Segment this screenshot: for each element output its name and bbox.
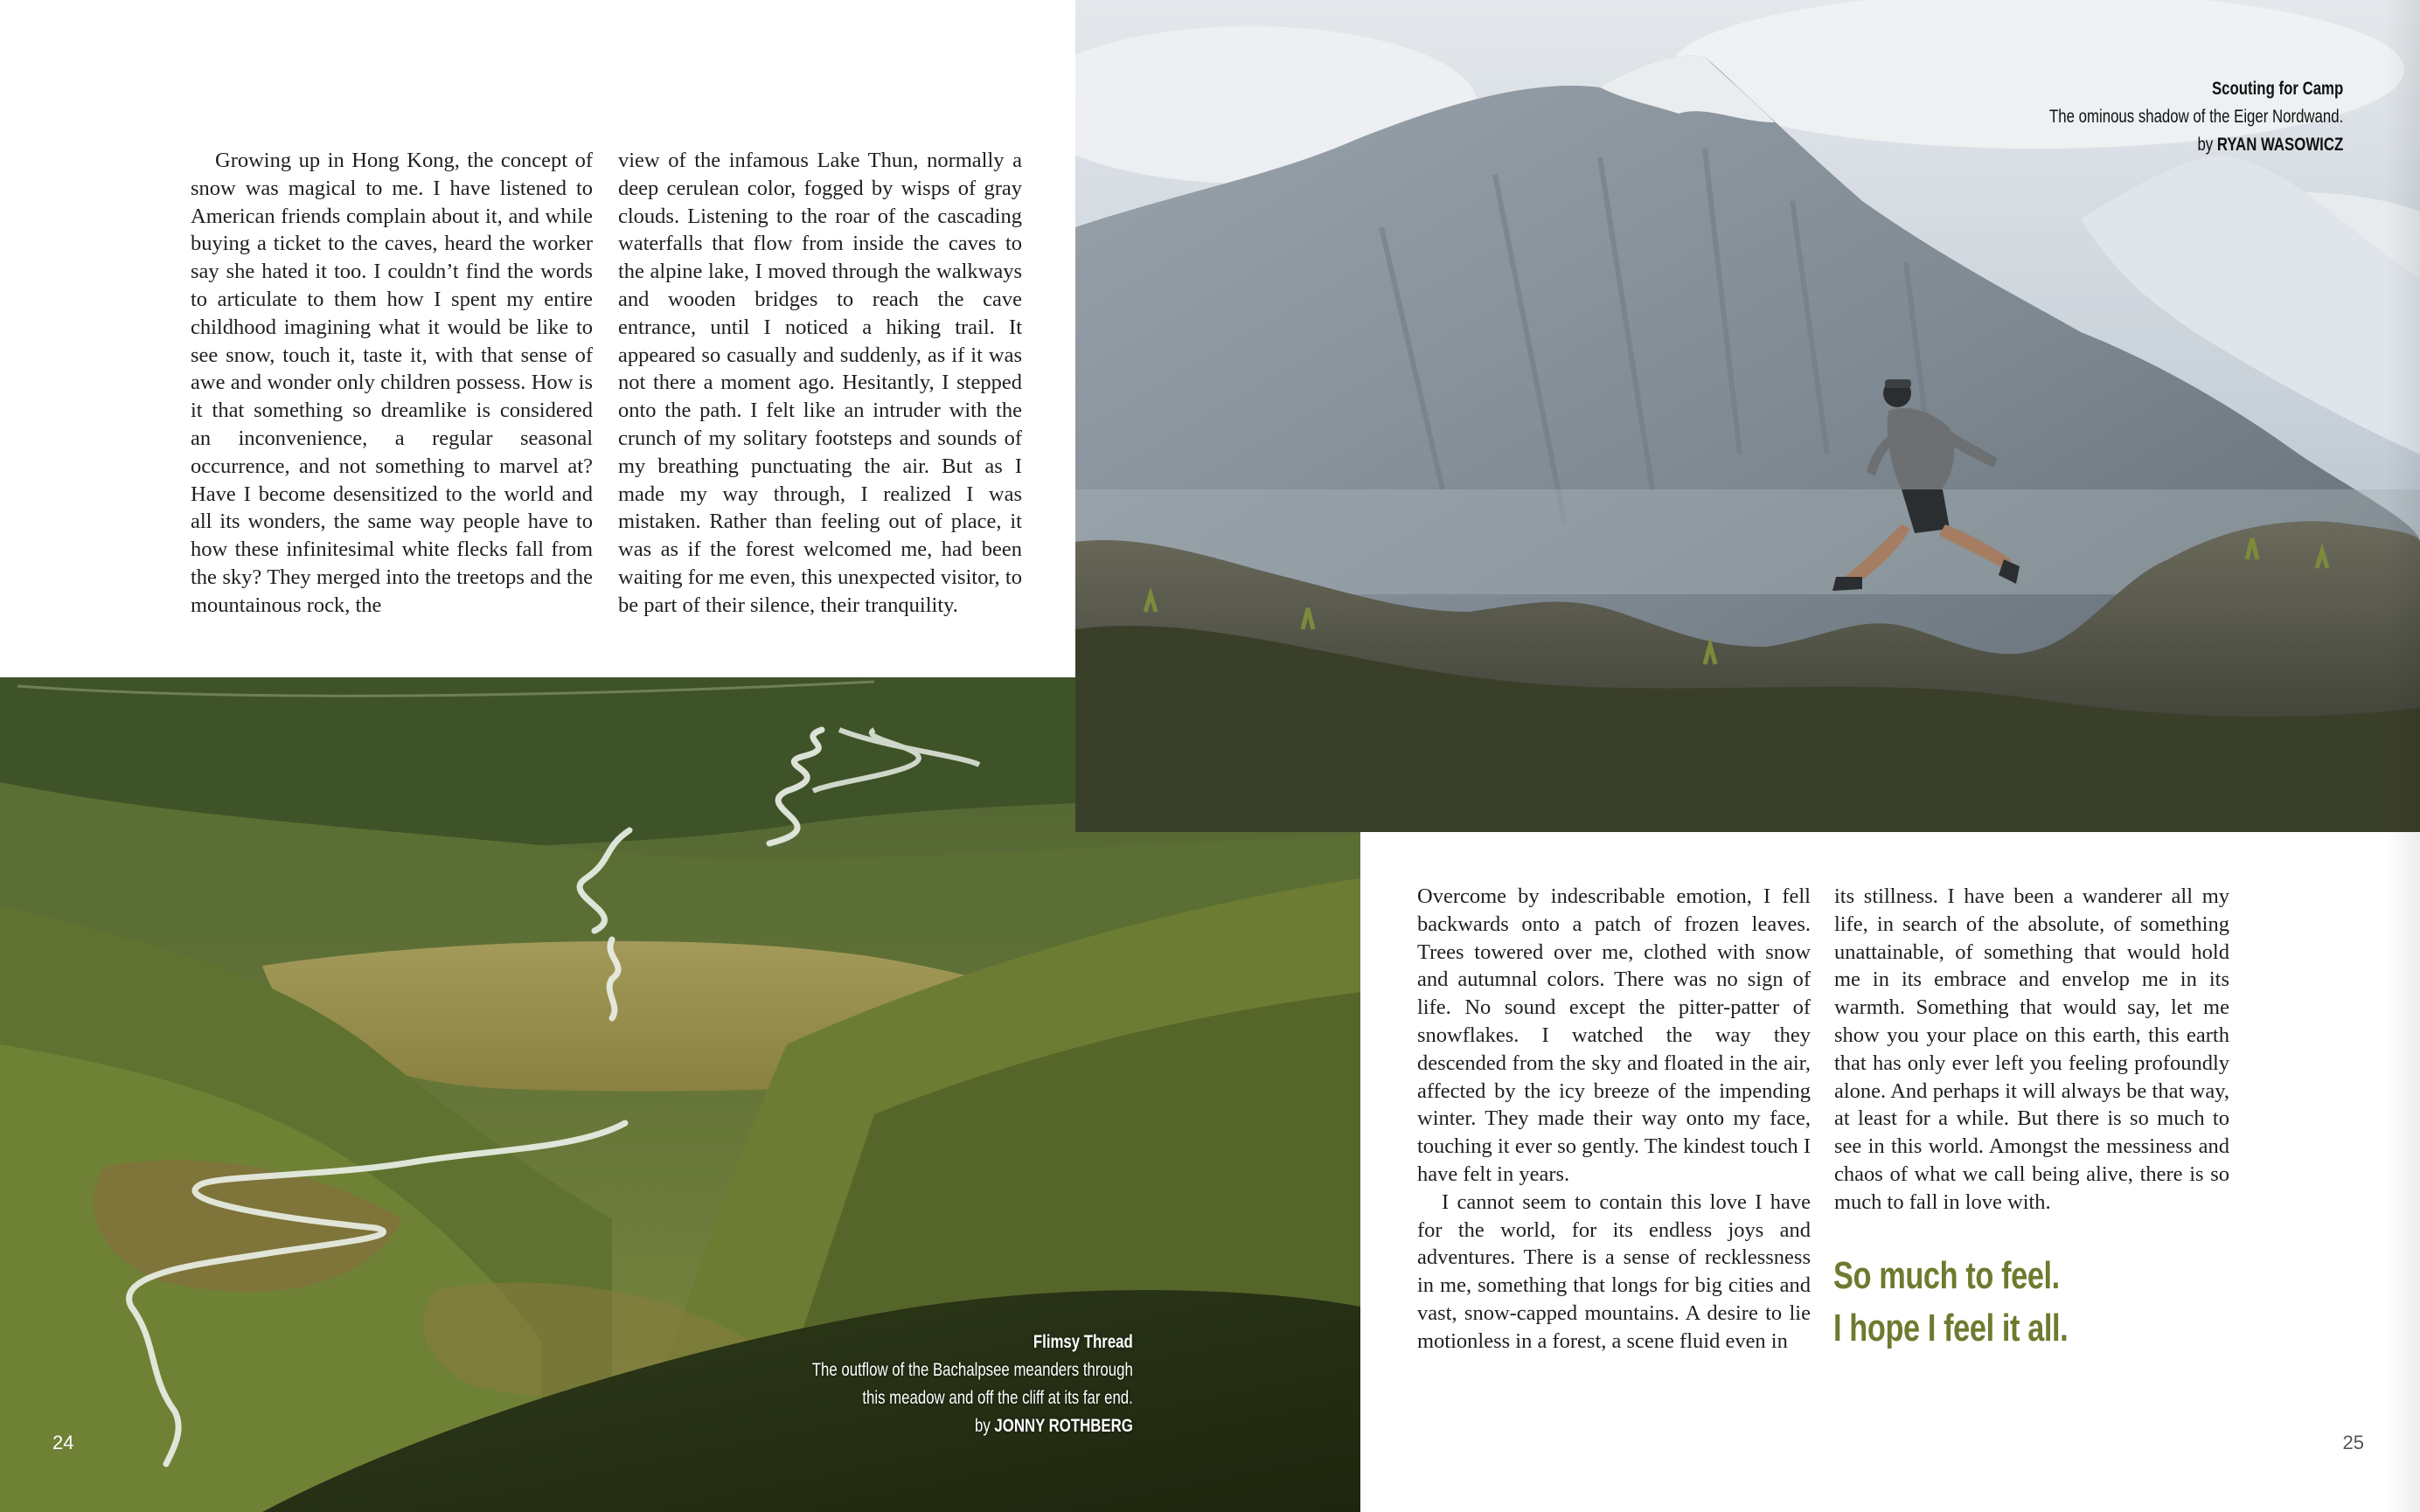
caption-description: The ominous shadow of the Eiger Nordwand. [2048, 107, 2343, 127]
caption-credit-line [2049, 131, 2343, 159]
body-column-4 [1834, 883, 2229, 1217]
caption-by: by [2197, 135, 2213, 155]
page-number-right: 25 [2342, 1432, 2364, 1453]
body-column-2 [618, 147, 1022, 620]
caption-credit-line [812, 1412, 1133, 1440]
column-3-paragraph-2: I cannot seem to contain this love I have for the world, for its endless joys and adventures. There is a sense of recklessness in me, something that longs for big cities and vast, snow-capped mountains. A desire to lie motionless in a forest, a scene fluid even in [1417, 1189, 1811, 1353]
caption-credit: RYAN WASOWICZ [2216, 135, 2343, 155]
pull-quote-line-2: I hope I feel it all. [1833, 1307, 2069, 1349]
column-4-text: its stillness. I have been a wanderer all my life, in search of the absolute, of something unattainable, of something that would hold me in its embrace and envelop me in its warmth. Something that would say, let me show you your place on this earth, this earth that has only ever left you feeling profoundly alone. And perhaps it will always be that way, at least for a while. But there is so much to see in this world. Amongst the messiness and chaos of what we call being alive, there is so much to fall in love with. [1834, 884, 2229, 1214]
caption-title: Scouting for Camp [2211, 79, 2343, 99]
page-number-left: 24 [52, 1432, 74, 1453]
body-column-1 [191, 147, 593, 620]
caption-by: by [975, 1416, 991, 1436]
caption-description-line-2: this meadow and off the cliff at its far end. [862, 1388, 1133, 1408]
mountain-photo-caption [2049, 75, 2343, 159]
column-2-text: view of the infamous Lake Thun, normally a deep cerulean color, fogged by wisps of gray clouds. Listening to the roar of the cascading waterfalls that flow from inside the caves to the alpine lake, I moved through the walkways and wooden bridges to reach the cave entrance, until I noticed a hiking trail. It appeared so casually and suddenly, as if it was not there a moment ago. Hesitantly, I stepped onto the path. I felt like an intruder with the crunch of my solitary footsteps and sounds of my breathing punctuating the air. But as I made my way through, I realized I was mistaken. Rather than feeling out of place, it was as if the forest welcomed me, had been waiting for me even, this unexpected visitor, to be part of their silence, their tranquility. [618, 149, 1022, 617]
caption-title: Flimsy Thread [1033, 1332, 1133, 1352]
pull-quote [1833, 1250, 2147, 1355]
caption-description-line-1: The outflow of the Bachalpsee meanders through [811, 1360, 1133, 1380]
caption-credit: JONNY ROTHBERG [994, 1416, 1133, 1436]
column-3-paragraph-1: Overcome by indescribable emotion, I fell backwards onto a patch of frozen leaves. Trees towered over me, clothed with snow and autumnal colors. There was no sign of life. No sound except the pitter-patter of snowflakes. I watched the way they descended from the sky and floated in the air, affected by the icy breeze of the impending winter. They made their way onto my face, touching it ever so gently. The kindest touch I have felt in years. [1417, 884, 1811, 1186]
body-column-3 [1417, 883, 1811, 1356]
column-1-text: Growing up in Hong Kong, the concept of snow was magical to me. I have listened to American friends complain about it, and while buying a ticket to the caves, heard the worker say she hated it too. I couldn’t find the words to articulate to them how I spent my entire childhood imagining what it would be like to see snow, touch it, taste it, with that sense of awe and wonder only children possess. How is it that something so dreamlike is considered an inconvenience, a regular seasonal occurrence, and not something to marvel at? Have I become desensitized to the world and all its wonders, the same way people have to how these infinitesimal white flecks fall from the sky? They merged into the treetops and the mountainous rock, the [191, 149, 593, 617]
valley-photo-caption [812, 1328, 1133, 1440]
pull-quote-line-1: So much to feel. [1833, 1254, 2060, 1297]
